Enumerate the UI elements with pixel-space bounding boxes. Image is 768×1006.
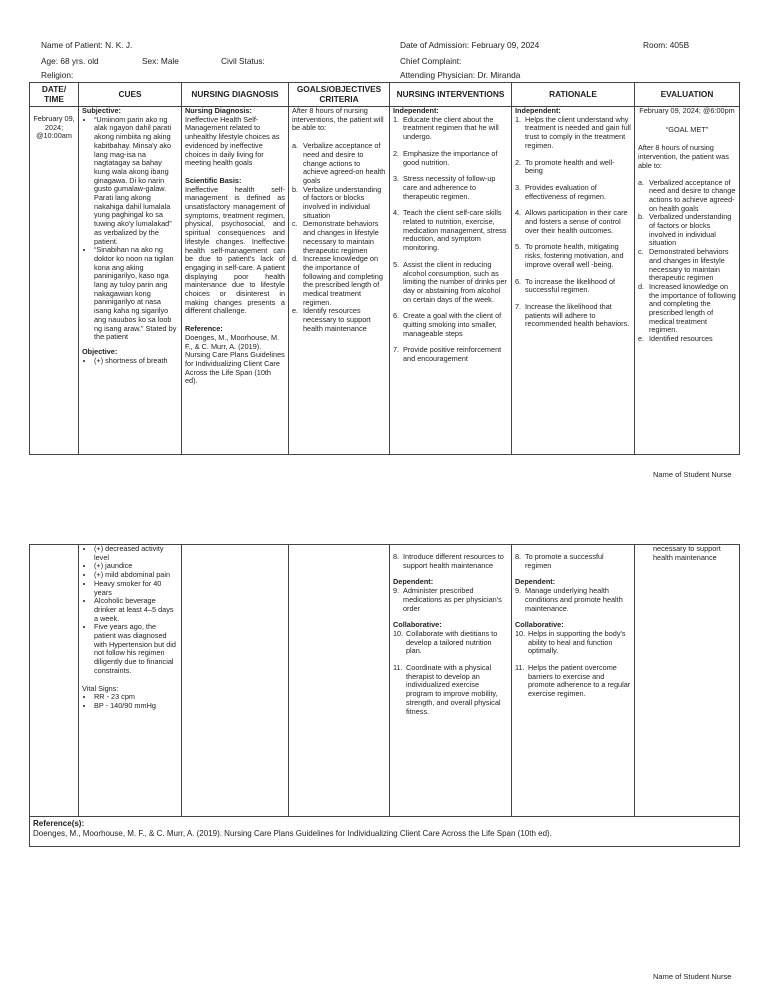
evaluation-continued: necessary to support health maintenance bbox=[653, 544, 721, 562]
care-plan-table-page-2 bbox=[29, 544, 740, 847]
list-item: 2. To promote health and well-being bbox=[515, 157, 615, 176]
objective-label: Objective: bbox=[82, 346, 118, 356]
independent-label: Independent: bbox=[515, 106, 561, 115]
list-item: b. Verbalize understanding of factors or blocks involved in individual situation bbox=[292, 184, 382, 220]
list-item: 10. Collaborate with dietitians to develop a tailored nutrition plan. bbox=[393, 628, 498, 656]
chief-complaint: Chief Complaint: bbox=[400, 56, 462, 66]
interventions-cell bbox=[390, 107, 512, 455]
vital-signs-list bbox=[82, 693, 178, 710]
reference-label: Reference: bbox=[185, 324, 223, 334]
list-item: • (+) mild abdominal pain bbox=[94, 571, 178, 580]
list-item: b. Verbalized understanding of factors or blocks involved in individual situation bbox=[638, 212, 732, 248]
list-item: c. Demonstrate behaviors and changes in lifestyle necessary to maintain therapeutic regimen bbox=[292, 219, 379, 255]
independent-label: Independent: bbox=[393, 106, 439, 115]
list-item: 1. Helps the client understand why treatment is needed and gain full trust to comply in the treatment regimen. bbox=[515, 114, 631, 150]
care-plan-table-page-1 bbox=[29, 82, 740, 455]
list-item: 4. Allows participation in their care and fosters a sense of control over their health outcomes. bbox=[515, 208, 628, 235]
attending-physician: Attending Physician: Dr. Miranda bbox=[400, 70, 521, 80]
room: Room: 405B bbox=[643, 40, 690, 50]
list-item: • Alcoholic beverage drinker at least 4–5 days a week. bbox=[94, 597, 178, 623]
list-item: • (+) shortness of breath bbox=[94, 357, 178, 366]
list-item: • “Umiinom parin ako ng alak ngayon dahil parati akong nimbiita ng aking kabitbahay. Minsa'y ako lang mag-isa na nagtatagay sa bahay kung wala akong ibang ginagawa. Di ko narin gusto gumalaw-galaw. Parati lang akong nakahiga dahil lumalala yung paghingal ko sa tuwing ako'y lumalakad” as verbalized by the patient. bbox=[94, 116, 178, 247]
list-item: 4. Teach the client self-care skills related to nutrition, exercise, medication management, stress reduction, and symptom monitoring. bbox=[393, 208, 507, 253]
diagnosis-label: Nursing Diagnosis: bbox=[185, 106, 252, 115]
subjective-label: Subjective: bbox=[82, 106, 121, 115]
list-item: 8. Introduce different resources to support health maintenance bbox=[393, 552, 504, 570]
list-item: d. Increase knowledge on the importance of following and completing the prescribed length of medical treatment regimen. bbox=[292, 254, 383, 307]
patient-name: Name of Patient: N. K. J. bbox=[41, 40, 133, 50]
col-date-time: DATE/ TIME bbox=[30, 83, 79, 107]
list-item: • BP - 140/90 mmHg bbox=[94, 702, 178, 711]
references-text: Doenges, M., Moorhouse, M. F., & C. Murr, A. (2019). Nursing Care Plans Guidelines for Individualizing Client Care Across the Life Span (10th ed). bbox=[33, 828, 552, 838]
list-item: a. Verbalized acceptance of need and desire to change actions to achieve agreed-on health goals bbox=[638, 177, 736, 213]
civil-status: Civil Status: bbox=[221, 56, 265, 66]
list-item: 9. Administer prescribed medications as per physician's order bbox=[393, 586, 502, 613]
list-item: • “Sinabihan na ako ng doktor ko noon na tigilan kona ang aking paninigarilyo, kaso nga lang ay tuloy parin ang nakagawian kong paninigarilyo at nasa isang kaha ng sigarilyo ang nauubos ko sa loob ng isang araw.” Stated by the patient bbox=[94, 246, 178, 342]
dependent-label: Dependent: bbox=[393, 577, 434, 587]
col-nursing-diagnosis: NURSING DIAGNOSIS bbox=[182, 83, 289, 107]
list-item: 3. Stress necessity of follow-up care and adherence to therapeutic regimen. bbox=[393, 174, 496, 201]
vital-signs-label: Vital Signs: bbox=[82, 683, 119, 693]
list-item: 6. Create a goal with the client of quitting smoking into smaller, manageable steps bbox=[393, 311, 502, 338]
date-of-admission: Date of Admission: February 09, 2024 bbox=[400, 40, 540, 50]
references-cell bbox=[30, 817, 740, 847]
col-interventions: NURSING INTERVENTIONS bbox=[390, 83, 512, 107]
list-item: 11. Helps the patient overcome barriers to exercise and promote adherence to a regular exercise regimen. bbox=[515, 663, 631, 699]
list-item: 1. Educate the client about the treatment regimen that he will undergo. bbox=[393, 114, 499, 142]
dependent-label: Dependent: bbox=[515, 577, 556, 587]
list-item: • (+) jaundice bbox=[94, 562, 178, 571]
list-item: • Heavy smoker for 40 years bbox=[94, 580, 178, 597]
sex: Sex: Male bbox=[142, 56, 179, 66]
list-item: 6. To increase the likelihood of successful regimen. bbox=[515, 276, 616, 295]
diagnosis-text: Ineffective Health Self-Management related to unhealthy lifestyle choices as evidenced by ineffective choices in daily living for meeting health goals bbox=[185, 114, 280, 168]
col-cues: CUES bbox=[79, 83, 182, 107]
table-body-row bbox=[30, 107, 740, 455]
cues-cell bbox=[79, 107, 182, 455]
objective-list bbox=[82, 357, 178, 366]
list-item: 9. Manage underlying health conditions and promote health maintenance. bbox=[515, 586, 623, 613]
references-row bbox=[30, 817, 740, 847]
interventions-cell bbox=[390, 545, 512, 817]
goals-intro: After 8 hours of nursing interventions, the patient will be able to: bbox=[292, 106, 384, 133]
scientific-basis-label: Scientific Basis: bbox=[185, 175, 242, 185]
date-time-cell bbox=[30, 545, 79, 817]
list-item: e. Identified resources bbox=[638, 334, 713, 344]
evaluation-intro: After 8 hours of nursing intervention, the patient was able to: bbox=[638, 143, 729, 170]
date-time-cell: February 09, 2024; @10:00am bbox=[30, 107, 79, 455]
list-item: 8. To promote a successful regimen bbox=[515, 552, 604, 570]
goals-cell bbox=[289, 107, 390, 455]
rationale-cell bbox=[512, 545, 635, 817]
list-item: 5. Assist the client in reducing alcohol consumption, such as limiting the number of drinks per day or abstaining from alcohol on certain days of the week. bbox=[393, 259, 507, 304]
col-goals: GOALS/OBJECTIVES CRITERIA bbox=[289, 83, 390, 107]
collaborative-label: Collaborative: bbox=[515, 620, 564, 630]
scientific-basis-text: Ineffective health self-management is defined as unsatisfactory management of symptoms, treatment regimen, physical, psychosocial, and spiritual consequences and lifestyle changes. Ineffective health self-management can be due to patient's lack of engaging in self-care. A patient displaying poor health maintenance due to lifestyle choices or disinterest in making changes presents a different challenge. bbox=[185, 184, 285, 316]
evaluation-date: February 09, 2024; @6:00pm bbox=[639, 106, 735, 115]
col-rationale: RATIONALE bbox=[512, 83, 635, 107]
table-header-row bbox=[30, 83, 740, 107]
rationale-cell bbox=[512, 107, 635, 455]
references-label: Reference(s): bbox=[33, 819, 85, 828]
list-item: • (+) decreased activity level bbox=[94, 545, 178, 562]
list-item: 2. Emphasize the importance of good nutrition. bbox=[393, 148, 498, 167]
list-item: 10. Helps in supporting the body's ability to heal and function optimally. bbox=[515, 628, 626, 656]
student-nurse-signature: Name of Student Nurse bbox=[653, 470, 732, 479]
evaluation-cell bbox=[635, 545, 740, 817]
list-item: 7. Increase the likelihood that patients will adhere to recommended health behaviors. bbox=[515, 301, 630, 329]
list-item: • Five years ago, the patient was diagnosed with Hypertension but did not follow his regimen diligently due to financial constraints. bbox=[94, 623, 178, 675]
religion: Religion: bbox=[41, 70, 74, 80]
list-item: e. Identify resources necessary to support health maintenance bbox=[292, 306, 371, 333]
objective-list bbox=[82, 545, 178, 676]
goal-status: “GOAL MET” bbox=[665, 124, 709, 134]
list-item: a. Verbalize acceptance of need and desire to change actions to achieve agreed-on health goals bbox=[292, 141, 386, 185]
age: Age: 68 yrs. old bbox=[41, 56, 99, 66]
evaluation-cell bbox=[635, 107, 740, 455]
list-item: • RR - 23 cpm bbox=[94, 693, 178, 702]
cues-cell bbox=[79, 545, 182, 817]
diagnosis-cell bbox=[182, 545, 289, 817]
student-nurse-signature: Name of Student Nurse bbox=[653, 972, 732, 981]
list-item: 3. Provides evaluation of effectiveness of regimen. bbox=[515, 182, 606, 201]
reference-text: Doenges, M., Moorhouse, M. F., & C. Murr, A. (2019). Nursing Care Plans Guidelines for Individualizing Client Care Across the Life Span (10th ed). bbox=[185, 332, 285, 386]
goals-cell bbox=[289, 545, 390, 817]
list-item: c. Demonstrated behaviors and changes in lifestyle necessary to maintain therapeutic regimen bbox=[638, 247, 729, 283]
list-item: 5. To promote health, mitigating risks, fostering motivation, and improve overall well -being. bbox=[515, 242, 624, 269]
list-item: 11. Coordinate with a physical therapist to develop an individualized exercise program to improve mobility, strength, and overall physical fitness. bbox=[393, 663, 501, 716]
diagnosis-cell bbox=[182, 107, 289, 455]
collaborative-label: Collaborative: bbox=[393, 620, 442, 630]
subjective-list bbox=[82, 116, 178, 342]
col-evaluation: EVALUATION bbox=[635, 83, 740, 107]
list-item: 7. Provide positive reinforcement and encouragement bbox=[393, 345, 502, 364]
list-item: d. Increased knowledge on the importance of following and completing the prescribed length of medical treatment regimen. bbox=[638, 281, 736, 335]
table-body-row bbox=[30, 545, 740, 817]
